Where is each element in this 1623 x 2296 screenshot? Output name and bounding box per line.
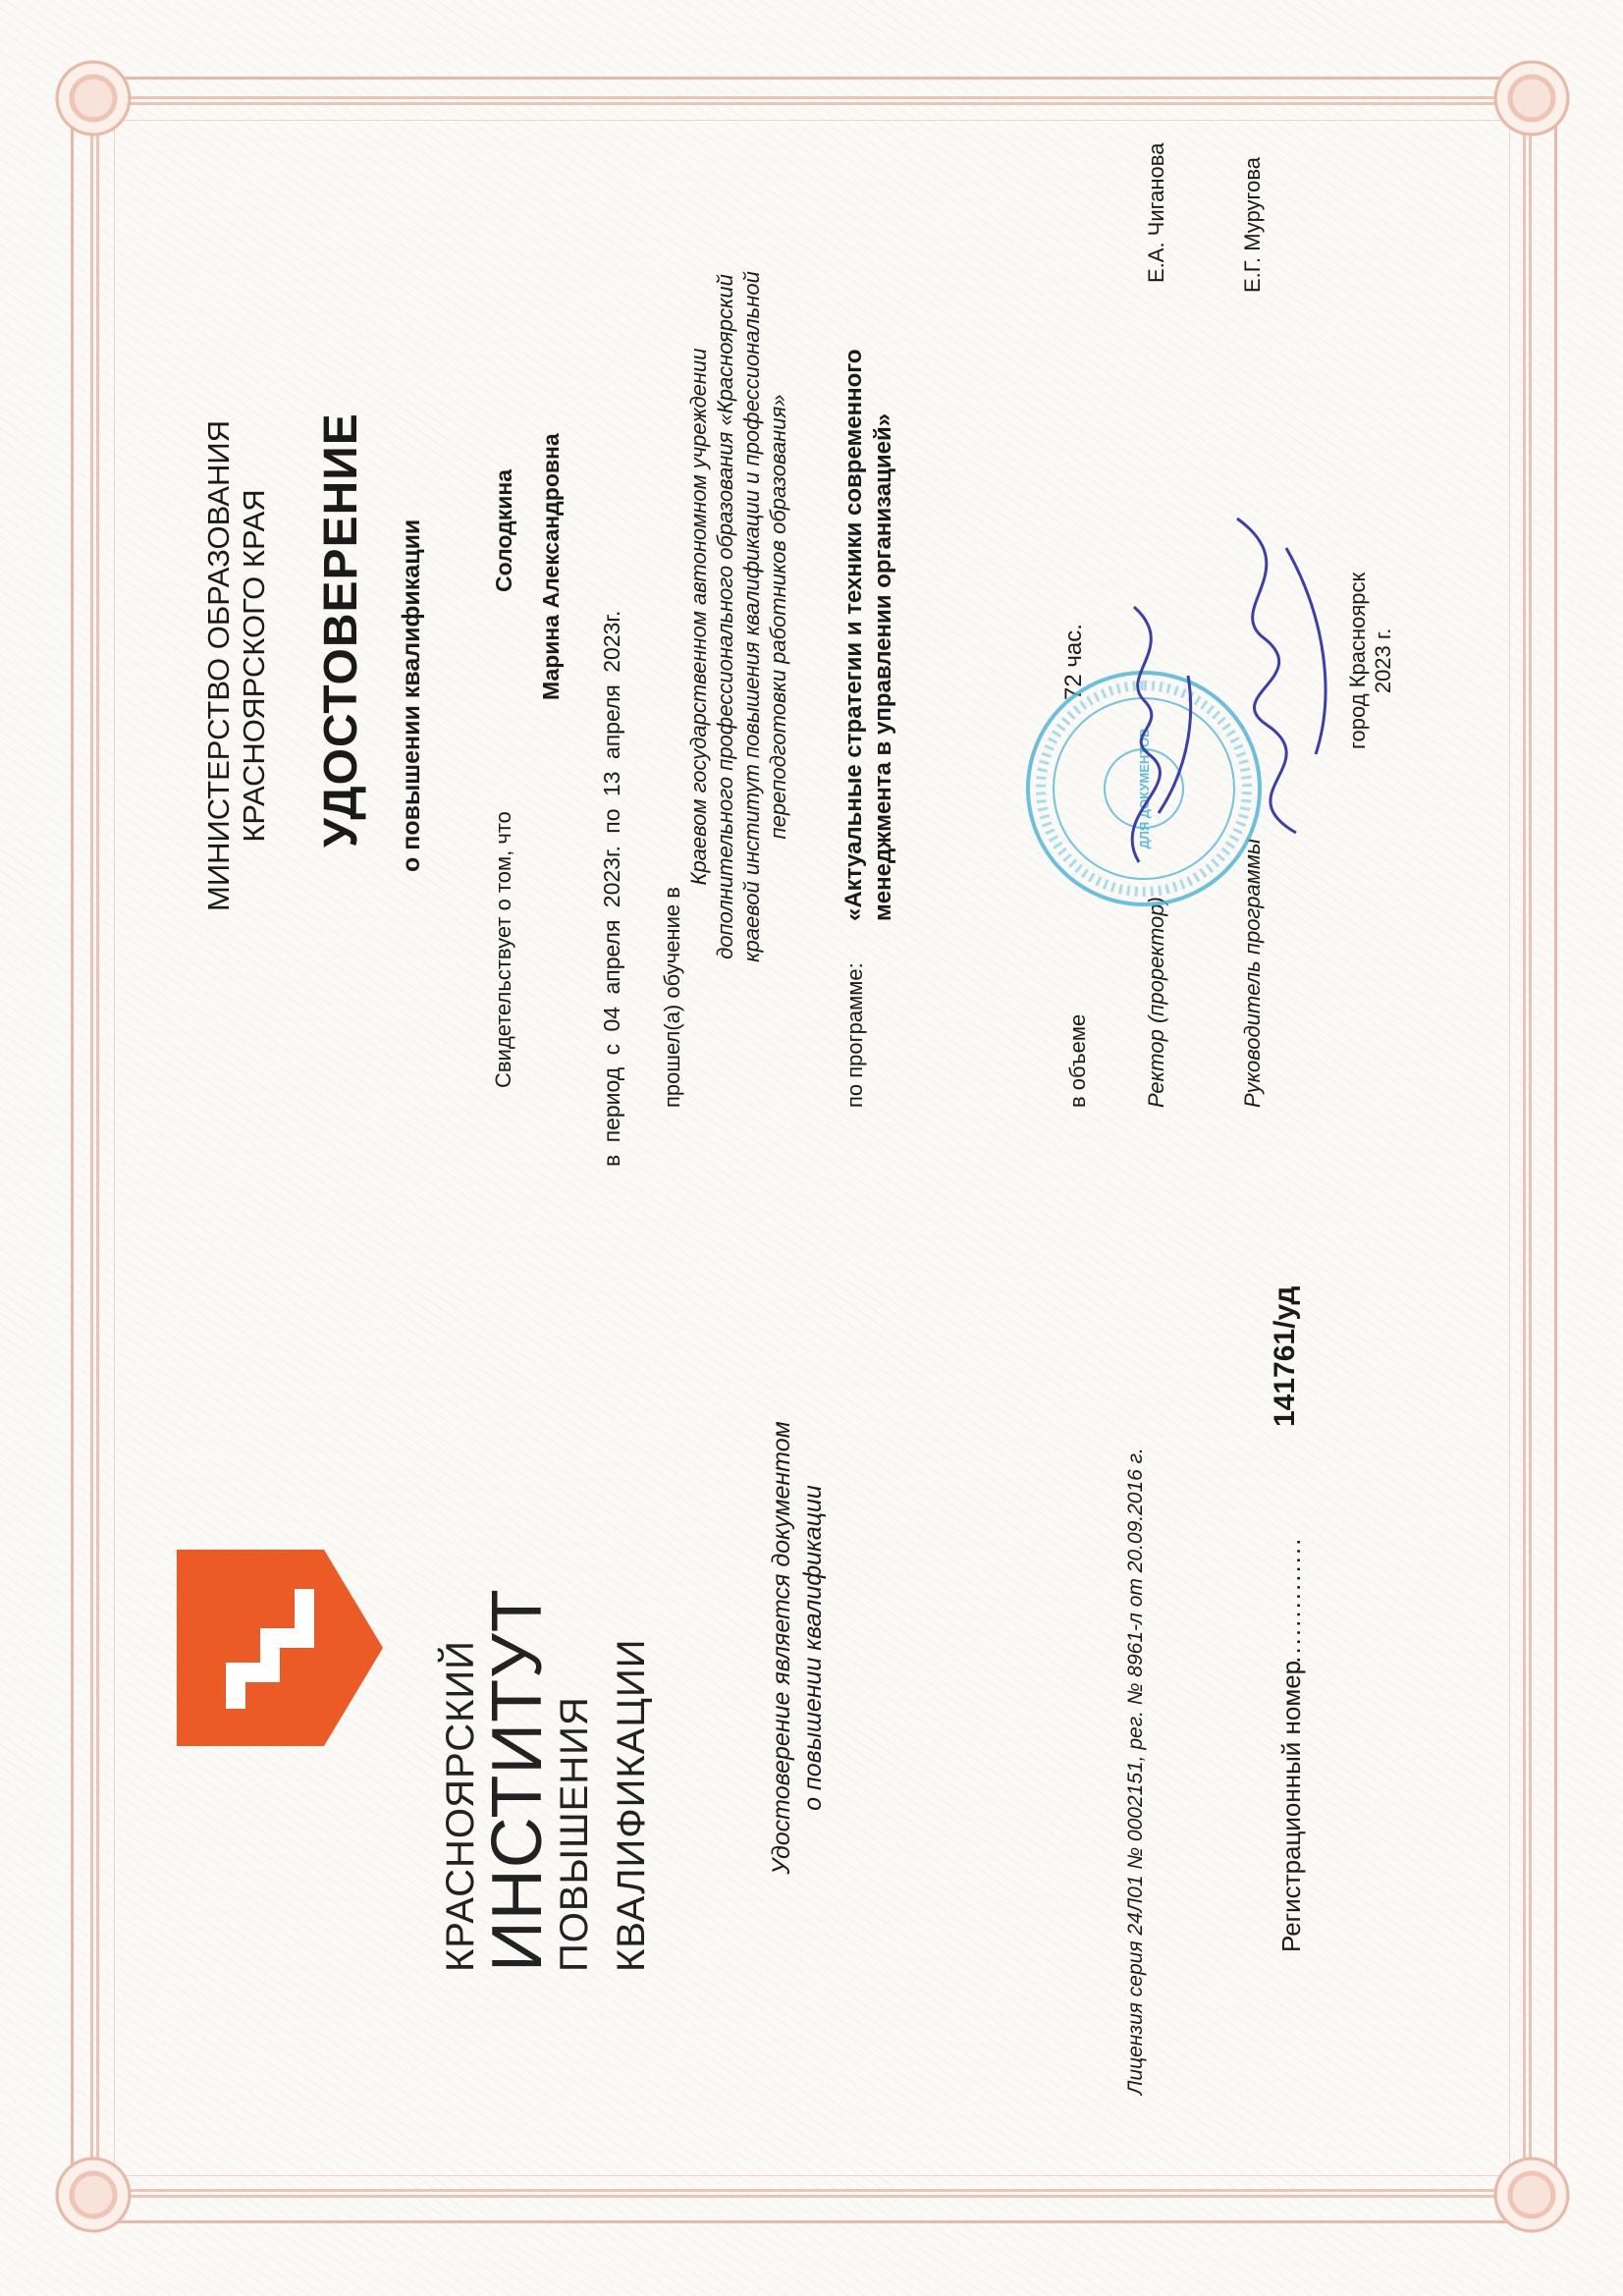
stamp-center-text: ДЛЯ ДОКУМЕНТОВ (1137, 728, 1152, 849)
institute-name-line: ИНСТИТУТ (478, 1588, 557, 1972)
institution-line: дополнительного профессионального образования «Красноярский (713, 274, 737, 959)
document-note (766, 1294, 829, 2001)
institute-name-line: ПОВЫШЕНИЯ (553, 1696, 596, 1972)
program-title-line: менеджмента в управлении организацией» (870, 412, 896, 921)
program-title-line: «Актуальные стратегии и техники современного (840, 349, 867, 921)
registration-number: 141761/уд (1269, 1285, 1301, 1427)
program-label: по программе: (842, 962, 867, 1108)
rector-signature-icon (1100, 597, 1217, 872)
institute-name-line: КРАСНОЯРСКИЙ (439, 1640, 482, 1972)
ministry-heading (201, 391, 272, 941)
license-info: Лицензия серия 24Л01 № 0002151, рег. № 8961-л от 20.09.2016 г. (1124, 1448, 1147, 2095)
program-head-signature-icon (1208, 509, 1345, 843)
passed-training-label: прошел(а) обучение в (660, 887, 684, 1108)
document-note-line: о повышении квалификации (799, 1485, 827, 1811)
volume-label: в объеме (1065, 1013, 1090, 1108)
institute-name-line: КВАЛИФИКАЦИИ (610, 1638, 653, 1972)
institution-name (685, 126, 791, 1108)
training-hours: 72 час. (1060, 624, 1087, 700)
institute-logo-icon (177, 1550, 383, 1746)
year-label: 2023 г. (1371, 628, 1395, 694)
institution-line: краевой институт повышения квалификации и профессиональной (739, 271, 764, 962)
institute-name (432, 1588, 660, 1972)
registration-label: Регистрационный номер (1276, 1660, 1306, 1952)
program-title (839, 0, 898, 921)
institution-line: переподготовки работников образования» (766, 394, 790, 840)
city-year (1345, 573, 1396, 749)
training-period: в период с 04 апреля 2023г. по 13 апреля 2023г. (599, 610, 624, 1167)
certificate-subtitle: о повышении квалификации (398, 519, 425, 872)
document-note-line: Удостоверение является документом (768, 1421, 795, 1875)
testifies-label: Свидетельствует о том, что (491, 811, 515, 1088)
recipient-name: Марина Александровна (538, 433, 564, 700)
ministry-line: МИНИСТЕРСТВО ОБРАЗОВАНИЯ (201, 420, 236, 911)
registration-dots: ............... (1276, 1536, 1306, 1672)
rector-name: Е.А. Чиганова (1144, 142, 1168, 283)
city-label: город Красноярск (1345, 572, 1370, 749)
program-head-label: Руководитель программы (1240, 838, 1265, 1108)
program-head-name: Е.Г. Муругова (1240, 156, 1265, 293)
recipient-surname: Солодкина (491, 468, 516, 592)
institution-line: Краевом государственном автономном учреждении (686, 348, 711, 886)
rector-label: Ректор (проректор) (1144, 897, 1168, 1108)
certificate-title: УДОСТОВЕРЕНИЕ (315, 412, 367, 847)
ministry-line: КРАСНОЯРСКОГО КРАЯ (237, 489, 271, 843)
